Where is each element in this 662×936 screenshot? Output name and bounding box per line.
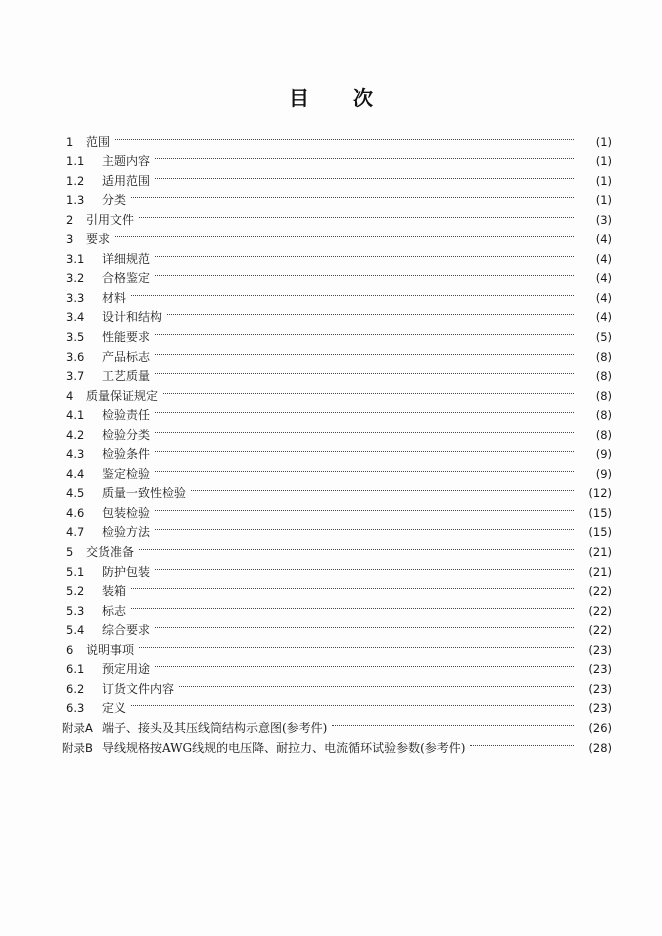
- toc-entry-page: (4): [595, 290, 612, 305]
- dot-leader: [113, 224, 578, 244]
- toc-entry-page: (4): [595, 232, 612, 247]
- toc-entry-number: 2: [66, 212, 74, 227]
- toc-entry-number: 附录A: [62, 720, 93, 735]
- toc-entry-label: 引用文件: [86, 212, 135, 227]
- dot-leader: [153, 458, 578, 478]
- toc-entry-number: 1: [66, 134, 74, 149]
- toc-title: [0, 82, 662, 111]
- toc-entry-label: 装箱: [102, 584, 127, 599]
- toc-entry-number: 5.4: [66, 623, 85, 638]
- toc-entry-page: (15): [588, 525, 612, 540]
- toc-entry-page: (9): [595, 447, 612, 462]
- dot-leader: [153, 439, 578, 459]
- toc-entry-label: 要求: [86, 232, 111, 247]
- toc-entry-page: (1): [595, 154, 612, 169]
- dot-leader: [137, 634, 578, 654]
- toc-entry-label: 适用范围: [102, 173, 151, 188]
- toc-entry[interactable]: [62, 654, 612, 677]
- toc-entry-label: 说明事项: [86, 642, 135, 657]
- toc-entry-page: (8): [595, 408, 612, 423]
- toc-entry-number: 1.1: [66, 154, 85, 169]
- toc-entry-page: (12): [588, 486, 612, 501]
- toc-entry-page: (23): [588, 642, 612, 657]
- toc-entry-number: 1.3: [66, 193, 85, 208]
- dot-leader: [137, 204, 578, 224]
- toc-entry-label: 设计和结构: [102, 310, 163, 325]
- toc-entry-page: (23): [588, 681, 612, 696]
- toc-entry[interactable]: [62, 224, 612, 247]
- toc-entry-page: (22): [588, 603, 612, 618]
- dot-leader: [129, 282, 578, 302]
- toc-entry-number: 5.3: [66, 603, 85, 618]
- toc-entry[interactable]: [62, 243, 612, 266]
- toc-entry-page: (8): [595, 349, 612, 364]
- dot-leader: [153, 556, 578, 576]
- toc-entry-page: (23): [588, 662, 612, 677]
- toc-entry[interactable]: [62, 126, 612, 149]
- toc-entry-number: 4.1: [66, 408, 85, 423]
- toc-entry-number: 5.2: [66, 584, 85, 599]
- dot-leader: [161, 380, 578, 400]
- dot-leader: [330, 712, 578, 732]
- toc-entry-label: 交货准备: [86, 545, 135, 560]
- toc-entry-number: 3.4: [66, 310, 85, 325]
- toc-entry-page: (5): [595, 330, 612, 345]
- toc-entry-label: 性能要求: [102, 330, 151, 345]
- toc-entry[interactable]: [62, 146, 612, 169]
- toc-entry-number: 附录B: [62, 740, 93, 755]
- toc-entry-number: 5.1: [66, 564, 85, 579]
- toc-entry-number: 3.2: [66, 271, 85, 286]
- toc-entry-label: 质量保证规定: [86, 388, 159, 403]
- toc-title-char-2: 次: [353, 86, 373, 110]
- dot-leader: [153, 146, 578, 166]
- dot-leader: [177, 673, 578, 693]
- dot-leader: [153, 361, 578, 381]
- toc-entry-number: 4.4: [66, 466, 85, 481]
- dot-leader: [189, 478, 578, 498]
- toc-entry[interactable]: [62, 556, 612, 579]
- toc-entry-page: (1): [595, 173, 612, 188]
- dot-leader: [129, 576, 578, 596]
- toc-entry-number: 4.5: [66, 486, 85, 501]
- toc-entry-label: 端子、接头及其压线筒结构示意图(参考件): [102, 720, 328, 735]
- toc-entry-label: 详细规范: [102, 251, 151, 266]
- toc-entry-label: 导线规格按AWG线规的电压降、耐拉力、电流循环试验参数(参考件): [102, 740, 466, 755]
- toc-entry-number: 4.2: [66, 427, 85, 442]
- toc-entry-label: 质量一致性检验: [102, 486, 187, 501]
- toc-entry-label: 检验分类: [102, 427, 151, 442]
- dot-leader: [153, 243, 578, 263]
- toc-entry-page: (4): [595, 310, 612, 325]
- toc-entry-page: (26): [588, 720, 612, 735]
- toc-entry-label: 标志: [102, 603, 127, 618]
- toc-entry-number: 1.2: [66, 173, 85, 188]
- toc-entry[interactable]: [62, 634, 612, 657]
- dot-leader: [153, 615, 578, 635]
- toc-entry-page: (28): [588, 740, 612, 755]
- toc-entry-label: 检验责任: [102, 408, 151, 423]
- toc-entry-label: 分类: [102, 193, 127, 208]
- toc-entry-page: (1): [595, 193, 612, 208]
- toc-entry-page: (9): [595, 466, 612, 481]
- toc-entry-label: 预定用途: [102, 662, 151, 677]
- toc-entry-page: (21): [588, 545, 612, 560]
- toc-entry-label: 包装检验: [102, 505, 151, 520]
- dot-leader: [153, 654, 578, 674]
- toc-entry-label: 材料: [102, 290, 127, 305]
- toc-entry-label: 检验方法: [102, 525, 151, 540]
- toc-entry-number: 3.1: [66, 251, 85, 266]
- dot-leader: [113, 126, 578, 146]
- toc-entry-number: 3.7: [66, 369, 85, 384]
- toc-entry-page: (8): [595, 427, 612, 442]
- toc-entry-number: 4.7: [66, 525, 85, 540]
- toc-entry-number: 6.2: [66, 681, 85, 696]
- toc-entry[interactable]: [62, 536, 612, 560]
- toc-entry-number: 6.3: [66, 701, 85, 716]
- toc-entry-number: 4.3: [66, 447, 85, 462]
- dot-leader: [129, 693, 578, 713]
- dot-leader: [129, 595, 578, 615]
- toc-entry-page: (3): [595, 212, 612, 227]
- dot-leader: [153, 341, 578, 361]
- dot-leader: [153, 321, 578, 341]
- dot-leader: [153, 419, 578, 439]
- toc-entry-number: 3.5: [66, 330, 85, 345]
- toc-entry-label: 鉴定检验: [102, 466, 151, 481]
- toc-entry[interactable]: [62, 302, 612, 325]
- toc-entry-label: 合格鉴定: [102, 271, 151, 286]
- toc-entry-label: 范围: [86, 134, 111, 149]
- toc-entry-label: 综合要求: [102, 623, 151, 638]
- toc-entry-page: (15): [588, 505, 612, 520]
- toc-entry-label: 防护包装: [102, 564, 151, 579]
- toc-entry-number: 5: [66, 545, 74, 560]
- toc-entry-page: (4): [595, 271, 612, 286]
- toc-entry-number: 3.3: [66, 290, 85, 305]
- dot-leader: [153, 263, 578, 283]
- dot-leader: [129, 185, 578, 205]
- toc-entry-label: 定义: [102, 701, 127, 716]
- toc-entry-page: (4): [595, 251, 612, 266]
- dot-leader: [153, 165, 578, 185]
- dot-leader: [153, 400, 578, 420]
- toc-entry-label: 主题内容: [102, 154, 151, 169]
- toc-entry-number: 3.6: [66, 349, 85, 364]
- toc-entry-page: (22): [588, 623, 612, 638]
- dot-leader: [153, 517, 578, 537]
- toc-entry-label: 订货文件内容: [102, 681, 175, 696]
- toc-entry-page: (22): [588, 584, 612, 599]
- toc-entry[interactable]: [62, 595, 612, 618]
- toc-entry[interactable]: [62, 204, 612, 227]
- toc-entry[interactable]: [62, 576, 612, 599]
- toc-entry[interactable]: [62, 712, 612, 735]
- dot-leader: [468, 732, 578, 752]
- toc-entry-number: 3: [66, 232, 74, 247]
- dot-leader: [165, 302, 578, 322]
- toc-entry-number: 4: [66, 388, 74, 403]
- toc-entry-page: (8): [595, 388, 612, 403]
- toc-entry-label: 检验条件: [102, 447, 151, 462]
- toc-entry[interactable]: [62, 282, 612, 305]
- toc-entry[interactable]: [62, 693, 612, 716]
- toc-entry-label: 工艺质量: [102, 369, 151, 384]
- toc-entry-number: 4.6: [66, 505, 85, 520]
- toc-entry[interactable]: [62, 185, 612, 208]
- toc-entry[interactable]: [62, 615, 612, 638]
- toc-entry-page: (1): [595, 134, 612, 149]
- dot-leader: [153, 497, 578, 517]
- table-of-contents: [62, 126, 612, 755]
- toc-title-char-1: 目: [289, 86, 309, 110]
- toc-entry-page: (23): [588, 701, 612, 716]
- toc-entry-page: (8): [595, 369, 612, 384]
- dot-leader: [137, 536, 578, 556]
- toc-entry-number: 6.1: [66, 662, 85, 677]
- toc-entry-number: 6: [66, 642, 74, 657]
- toc-entry-page: (21): [588, 564, 612, 579]
- toc-entry-label: 产品标志: [102, 349, 151, 364]
